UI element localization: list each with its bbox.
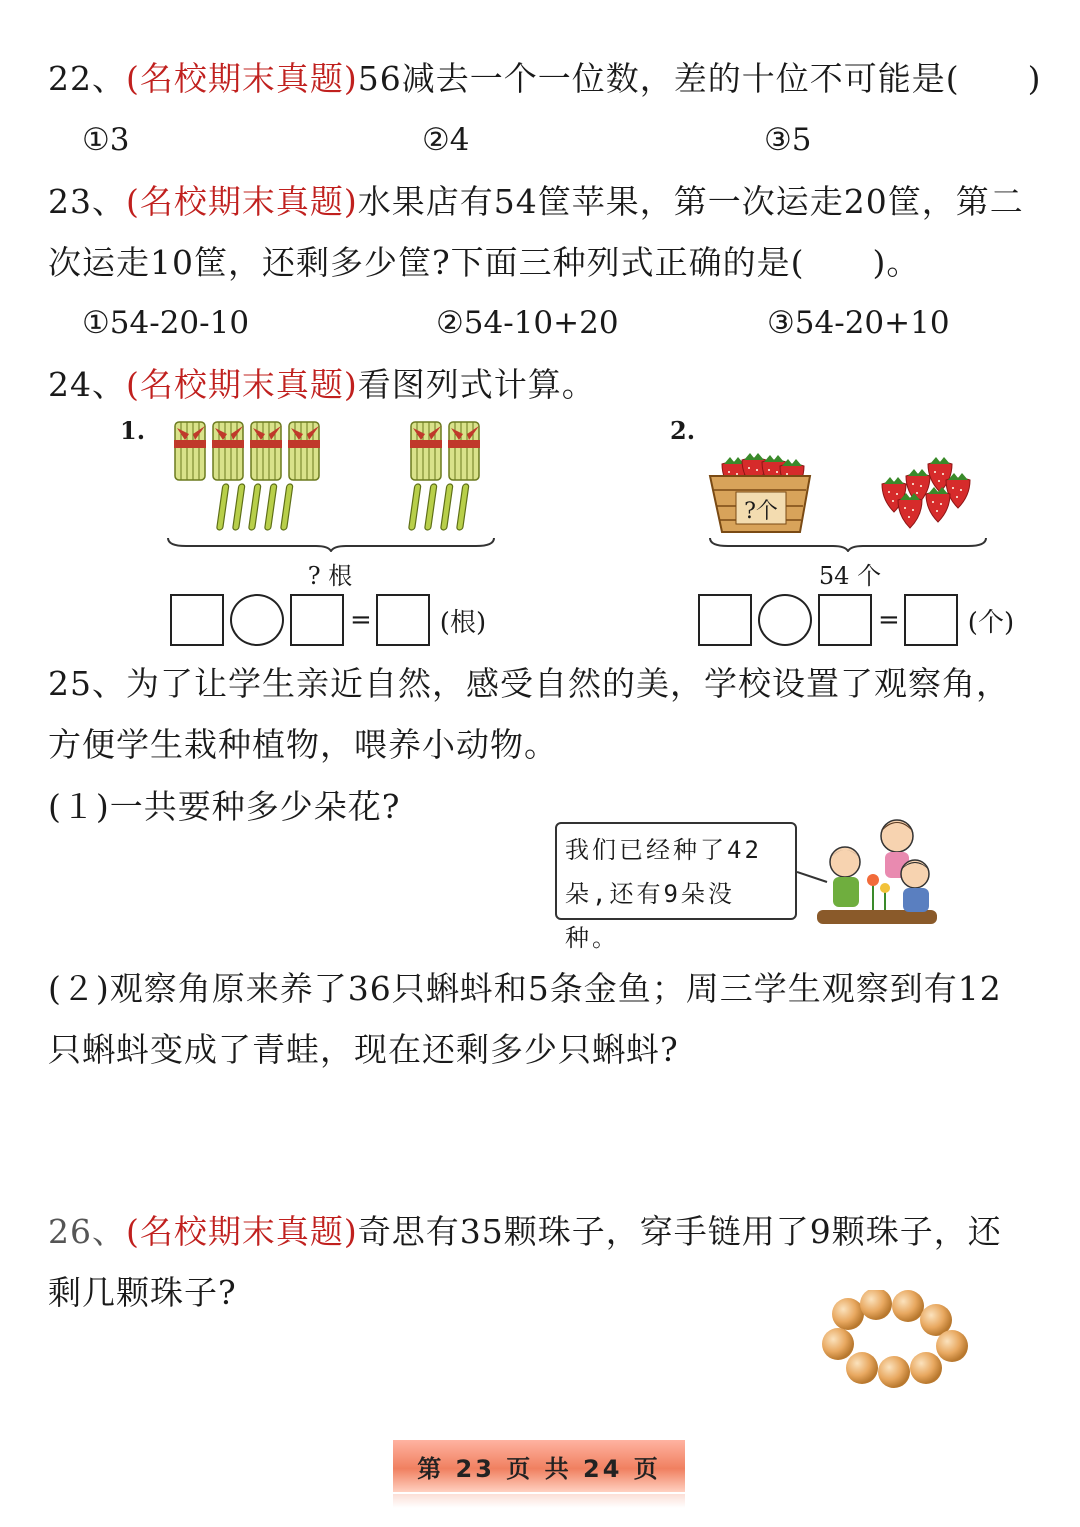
q25-stem-line1: 25、为了让学生亲近自然，感受自然的美，学校设置了观察角， (48, 664, 1010, 703)
unit-label: (根) (439, 607, 487, 638)
q26-text-1: 奇思有35颗珠子，穿手链用了9颗珠子，还 (357, 1212, 1002, 1251)
speech-bubble (555, 822, 797, 952)
figure-2-caption: 54 个 (818, 562, 882, 590)
q24-source-tag: (名校期末真题) (126, 365, 358, 404)
page-number-banner: 第 23 页 共 24 页 (393, 1440, 685, 1492)
answer-box[interactable] (170, 594, 224, 646)
q26-stem-line2: 剩几颗珠子? (48, 1273, 237, 1312)
bead-bracelet-illustration (818, 1290, 978, 1390)
q25-stem-line2: 方便学生栽种植物，喂养小动物。 (48, 725, 558, 764)
q23-source-tag: (名校期末真题) (126, 182, 358, 221)
equals-sign: = (350, 605, 372, 635)
strawberry-basket-illustration (700, 440, 1010, 540)
q23-stem-line1 (48, 181, 1024, 223)
banner-reflection (393, 1494, 685, 1508)
operator-circle[interactable] (758, 594, 812, 646)
figure-2-answer-row (698, 594, 1014, 646)
q22-option-3: ③5 (764, 122, 812, 158)
answer-box[interactable] (290, 594, 344, 646)
q22-stem (48, 58, 1042, 100)
equals-sign: = (878, 605, 900, 635)
answer-box[interactable] (818, 594, 872, 646)
q22-text: 56减去一个一位数，差的十位不可能是( ) (357, 59, 1042, 98)
q25-sub1: (１)一共要种多少朵花? (48, 787, 401, 826)
q25-sub2-line1: (２)观察角原来养了36只蝌蚪和5条金鱼；周三学生观察到有12 (48, 969, 1002, 1008)
unit-label: (个) (967, 607, 1015, 638)
q22-number: 22、 (48, 59, 126, 98)
figure-1-answer-row (170, 594, 486, 646)
operator-circle[interactable] (230, 594, 284, 646)
q23-option-3: ③54-20+10 (767, 305, 950, 341)
figure-2-label: 2. (670, 416, 696, 445)
figure-1-caption: ? 根 (307, 562, 353, 590)
result-box[interactable] (904, 594, 958, 646)
q23-option-2: ②54-10+20 (436, 305, 619, 341)
q26-stem-line1 (48, 1211, 1002, 1253)
bubble-line-2: 朵,还有9朵没种。 (565, 880, 735, 952)
result-box[interactable] (376, 594, 430, 646)
q24-number: 24、 (48, 365, 126, 404)
q26-source-tag: (名校期末真题) (126, 1212, 358, 1251)
q24-text: 看图列式计算。 (357, 365, 596, 404)
figure-1-label: 1. (120, 416, 146, 445)
stick-bundles-illustration (165, 410, 505, 535)
q25-sub2-line2: 只蝌蚪变成了青蛙，现在还剩多少只蝌蚪? (48, 1030, 679, 1069)
q23-option-1: ①54-20-10 (82, 305, 250, 341)
q24-stem (48, 364, 596, 406)
q22-option-2: ②4 (422, 122, 470, 158)
q22-option-1: ①3 (82, 122, 130, 158)
q22-source-tag: (名校期末真题) (126, 59, 358, 98)
q23-text-1: 水果店有54筐苹果，第一次运走20筐，第二 (357, 182, 1024, 221)
q23-stem-line2: 次运走10筐，还剩多少筐?下面三种列式正确的是( )。 (48, 243, 921, 282)
q23-number: 23、 (48, 182, 126, 221)
answer-box[interactable] (698, 594, 752, 646)
basket-question-label: ?个 (744, 499, 778, 524)
children-planting-illustration (797, 812, 947, 927)
q26-number: 26、 (48, 1212, 126, 1251)
bubble-line-1: 我们已经种了42 (565, 836, 762, 864)
figure-1-brace (166, 536, 496, 552)
figure-2-brace (708, 536, 988, 552)
